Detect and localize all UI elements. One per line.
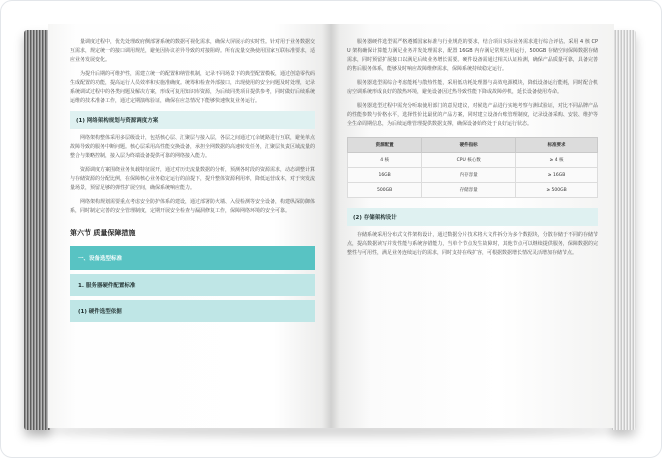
body-paragraph: 服务器选型过程中需充分听取使用部门的意见建议，对候选产品进行实地考察与测试验证，对比不同品牌产品的性能参数与价格水平，选择性价比最优的产品方案，同时建立设备台账管理制度，记录设备采购、安装、维护等全生命周期信息，为后续运维管理提供数据支撑，确保设备始终处于良好运行状态。 <box>347 103 598 127</box>
right-page <box>331 24 614 428</box>
intro-paragraph: 量调度过程中，优先处理政府侧部署系统的数据可视化需求，确保大屏展示的实时性。针对用于业务数据交互需求，规定统一的接口调用规范，避免因协议差异导致的对接阻碍。所有流量交换使用国家互联标准要求，适应业务发展变化。 <box>70 39 316 63</box>
heading-band-hardware-basis: (1) 硬件选型依据 <box>70 300 315 322</box>
intro-paragraph: 为提升后期的可维护性，需建立统一的配置和纳管机制，记录不同场景下的典型配置模板，通过创造零代码生成配置的功能，提高运行人员效率和实施准确度。统筹和检查外部接口，出现使用的安全问题及时处理，记录系统调试过程中的各类问题及解决方案，形成可复用知识库资源，为后续同类项目提供参考，同时做好后续系统运维的技术准备工作，通过定期演练验证，确保在应急情况下能够快速恢复业务运行。 <box>70 71 316 104</box>
body-paragraph: 资源调度方案围绕业务负载特征展开，通过对历史流量数据的分析，预测各时段的资源需求，动态调整计算与存储资源的分配比例，在保障核心业务稳定运行的前提下，提升整体资源利用率，降低运营成本，对于突发流量场景，预留足够的弹性扩展空间，确保系统响应能力。 <box>70 167 316 191</box>
table-cell: 存储容量 <box>422 183 516 198</box>
table-cell: ≥ 4 核 <box>516 153 598 168</box>
table-cell: 内存容量 <box>422 168 516 183</box>
page-stack-left <box>24 30 50 430</box>
chapter-title: 第六节 质量保障措施 <box>70 228 136 237</box>
table-header-cell: 资源配置 <box>348 138 422 153</box>
table-row <box>348 183 598 198</box>
book-gutter <box>322 24 340 428</box>
hardware-spec-table <box>347 137 598 198</box>
table-row <box>348 153 598 168</box>
body-paragraph: 服务器硬件选型需严格遵循国家标准与行业规范的要求，结合项目实际业务需求进行综合评估。采用 4 核 CPU 架构确保计算能力满足业务并发处理需求，配置 16GB 内存满足常规应用运行，500GB 存储空间保障数据存储需求，同时预留扩展接口以满足后续业务增长需要。硬件设备需通过相关认证检测，确保产品质量可靠，具备完善的售后服务体系，能够及时响应故障维修需求，保障系统持续稳定运行。 <box>347 39 598 72</box>
heading-band-server-standard: 1. 服务器硬件配置标准 <box>70 274 315 296</box>
table-cell: 500GB <box>348 183 422 198</box>
table-cell: 4 核 <box>348 153 422 168</box>
table-cell: ≥ 500GB <box>516 183 598 198</box>
body-paragraph: 网络架构整体采用多层级设计，包括核心层、汇聚层与接入层，各层之间通过冗余链路进行互联，避免单点故障导致的服务中断问题。核心层采用高性能交换设备，承担全网数据的高速转发任务，汇聚层负责区域流量的整合与策略控制，接入层为终端设备提供可靠的网络接入能力。 <box>70 135 316 159</box>
table-cell: CPU 核心数 <box>422 153 516 168</box>
table-cell: 16GB <box>348 168 422 183</box>
body-paragraph: 存储系统采用分布式文件架构设计，通过数据分片技术将大文件拆分为多个数据块，分散存储于不同的存储节点，提高数据读写并发性能与系统容错能力，当单个节点发生故障时，其他节点可以继续提供服务，保障数据的完整性与可用性，满足业务连续运行的需求，同时支持在线扩容，可根据数据增长情况灵活增加存储节点。 <box>347 232 598 256</box>
section-heading-network: (1) 网络架构规划与资源调度方案 <box>70 111 315 129</box>
body-paragraph: 服务器选型需综合考虑能耗与散热性能，采用低功耗处理器与高效电源模块，降低设备运行能耗，同时配合机房空调系统形成良好的散热环境，避免设备因过热导致性能下降或故障停机，延长设备使用寿命。 <box>347 80 598 95</box>
table-header-cell: 标准要求 <box>516 138 598 153</box>
page-stack-right <box>612 30 636 430</box>
table-cell: ≥ 16GB <box>516 168 598 183</box>
left-page <box>48 24 331 428</box>
table-header-row <box>348 138 598 153</box>
heading-band-equipment: 一、设备选型标准 <box>70 246 315 270</box>
body-paragraph: 网络架构规划需要重点考虑安全防护体系的建设，通过部署防火墙、入侵检测等安全设备，构建纵深防御体系，同时制定完善的安全管理制度，定期开展安全检查与漏洞修复工作，保障网络环境的安全可靠。 <box>70 199 316 214</box>
section-heading-storage: (2) 存储架构设计 <box>347 208 598 226</box>
table-header-cell: 硬件指标 <box>422 138 516 153</box>
table-row <box>348 168 598 183</box>
